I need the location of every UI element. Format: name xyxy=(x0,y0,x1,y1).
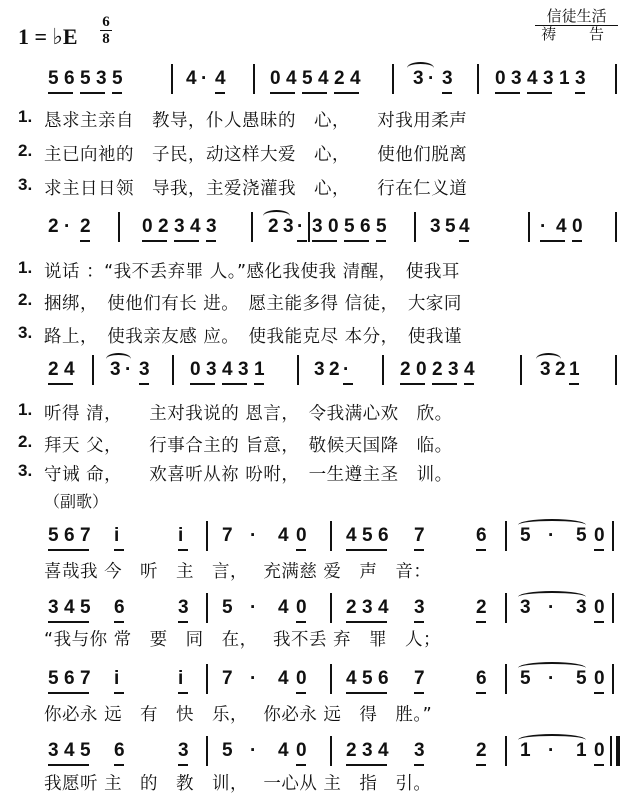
dot-mark: · xyxy=(428,68,435,89)
beam-underline xyxy=(80,240,90,242)
beam-underline xyxy=(178,692,188,694)
note: 3 xyxy=(206,216,217,237)
note: 3 xyxy=(540,359,551,380)
bar-line xyxy=(308,212,310,242)
bar-line xyxy=(297,355,299,385)
source-author: 信徒生活 xyxy=(535,8,618,26)
beam-underline xyxy=(112,92,122,94)
note: 6 xyxy=(476,525,487,546)
bar-line xyxy=(612,593,614,623)
bar-line xyxy=(206,521,208,551)
note: 4 xyxy=(346,668,357,689)
note: 3 xyxy=(520,597,531,618)
verse-number: 3. xyxy=(18,461,33,480)
note: 2 xyxy=(268,216,279,237)
note: 5 xyxy=(222,740,233,761)
note: 2 xyxy=(432,359,443,380)
beam-underline xyxy=(334,92,359,94)
beam-underline xyxy=(575,92,585,94)
note: 3 xyxy=(174,216,185,237)
beam-underline xyxy=(432,383,457,385)
note: 3 xyxy=(283,216,294,237)
beam-underline xyxy=(346,692,387,694)
note: 2 xyxy=(158,216,169,237)
beam-underline xyxy=(594,692,604,694)
chorus-lyric-line: 喜哉我 今 听 主 言， 充满慈 爱 声 音： xyxy=(44,562,432,582)
bar-line xyxy=(505,593,507,623)
tie-arc xyxy=(263,210,290,222)
note: 3 xyxy=(576,597,587,618)
note: 4 xyxy=(64,740,75,761)
bar-line xyxy=(172,355,174,385)
beam-underline xyxy=(476,692,486,694)
note: i xyxy=(114,525,120,546)
note: 7 xyxy=(80,668,91,689)
beam-underline xyxy=(114,764,124,766)
note: 0 xyxy=(328,216,339,237)
beam-underline xyxy=(442,92,452,94)
note: 2 xyxy=(555,359,566,380)
bar-line xyxy=(330,521,332,551)
note: 3 xyxy=(48,597,59,618)
bar-line xyxy=(505,736,507,766)
lyric-line: 捆绑， 使他们有长 进。 愿主能多得 信徒， 大家同 xyxy=(44,294,462,314)
note: 4 xyxy=(278,597,289,618)
beam-underline xyxy=(48,549,89,551)
bar-line xyxy=(505,664,507,694)
beam-underline xyxy=(569,383,579,385)
note: 5 xyxy=(520,668,531,689)
note: 5 xyxy=(80,740,91,761)
chorus-notation-line-3 xyxy=(0,664,630,694)
note: 5 xyxy=(48,668,59,689)
note: 4 xyxy=(556,216,567,237)
verse-number: 1. xyxy=(18,400,33,419)
note: 3 xyxy=(430,216,441,237)
note: i xyxy=(114,668,120,689)
beam-underline xyxy=(296,764,306,766)
beam-underline xyxy=(594,549,604,551)
note: 5 xyxy=(362,525,373,546)
note: 6 xyxy=(114,740,125,761)
note: 5 xyxy=(520,525,531,546)
beam-underline xyxy=(464,383,474,385)
time-denominator: 8 xyxy=(102,31,110,47)
note: 6 xyxy=(476,668,487,689)
lyric-line: 求主日日领 导我，主爱浇灌我 心， 行在仁义道 xyxy=(44,179,468,199)
note: 0 xyxy=(296,668,307,689)
note: 6 xyxy=(114,597,125,618)
note: 4 xyxy=(350,68,361,89)
time-numerator: 6 xyxy=(102,14,110,30)
note: 2 xyxy=(346,740,357,761)
verse-number: 2. xyxy=(18,290,33,309)
note: 3 xyxy=(110,359,121,380)
beam-underline xyxy=(114,692,124,694)
note: 4 xyxy=(378,597,389,618)
note: 4 xyxy=(286,68,297,89)
note: 2 xyxy=(346,597,357,618)
note: 6 xyxy=(378,525,389,546)
dot-mark: · xyxy=(548,668,555,689)
beam-underline xyxy=(206,240,216,242)
note: 3 xyxy=(362,740,373,761)
note: 3 xyxy=(575,68,586,89)
beam-underline xyxy=(48,764,89,766)
bar-line xyxy=(206,593,208,623)
dot-mark: · xyxy=(540,216,547,237)
note: 4 xyxy=(190,216,201,237)
beam-underline xyxy=(540,240,565,242)
note: 5 xyxy=(48,525,59,546)
note: 5 xyxy=(445,216,456,237)
note: i xyxy=(178,525,184,546)
note: 3 xyxy=(314,359,325,380)
lyric-line: 恳求主亲自 教导，仆人愚昧的 心， 对我用柔声 xyxy=(44,111,468,131)
chorus-notation-line-2 xyxy=(0,593,630,623)
note: 5 xyxy=(576,525,587,546)
beam-underline xyxy=(178,549,188,551)
note: 0 xyxy=(495,68,506,89)
note: 5 xyxy=(576,668,587,689)
note: 3 xyxy=(362,597,373,618)
note: 5 xyxy=(222,597,233,618)
beam-underline xyxy=(414,621,424,623)
bar-line xyxy=(171,64,173,94)
note: 3 xyxy=(543,68,554,89)
beam-underline xyxy=(270,92,295,94)
beam-underline xyxy=(476,764,486,766)
verse-number: 1. xyxy=(18,107,33,126)
note: 5 xyxy=(362,668,373,689)
beam-underline xyxy=(80,92,105,94)
lyric-line: 主已向祂的 子民，动这样大爱 心， 使他们脱离 xyxy=(44,145,468,165)
beam-underline xyxy=(414,764,424,766)
note: 4 xyxy=(278,740,289,761)
note: 3 xyxy=(178,597,189,618)
bar-line xyxy=(505,521,507,551)
note: 4 xyxy=(459,216,470,237)
note: 7 xyxy=(222,668,233,689)
bar-line xyxy=(615,212,617,242)
note: 3 xyxy=(312,216,323,237)
verse-number: 3. xyxy=(18,175,33,194)
bar-line xyxy=(118,212,120,242)
note: 0 xyxy=(296,525,307,546)
note: i xyxy=(178,668,184,689)
notation-line-2 xyxy=(0,212,630,242)
dot-mark: · xyxy=(343,359,350,380)
note: 1 xyxy=(576,740,587,761)
beam-underline xyxy=(222,383,247,385)
notation-line-3 xyxy=(0,355,630,385)
note: 4 xyxy=(527,68,538,89)
bar-line xyxy=(251,212,253,242)
beam-underline xyxy=(594,621,604,623)
notation-line-1 xyxy=(0,64,630,94)
beam-underline xyxy=(254,383,264,385)
note: 5 xyxy=(344,216,355,237)
dot-mark: · xyxy=(125,359,132,380)
note: 2 xyxy=(48,216,59,237)
bar-line xyxy=(612,664,614,694)
note: 3 xyxy=(414,597,425,618)
beam-underline xyxy=(114,621,124,623)
lyric-line: 路上， 使我亲友感 应。 使我能克尽 本分， 使我谨 xyxy=(44,327,462,347)
verse-number: 2. xyxy=(18,141,33,160)
note: 3 xyxy=(413,68,424,89)
note: 6 xyxy=(360,216,371,237)
beam-underline xyxy=(343,383,353,385)
beam-underline xyxy=(594,764,604,766)
note: 3 xyxy=(178,740,189,761)
beam-underline xyxy=(400,383,425,385)
beam-underline xyxy=(139,383,149,385)
note: 3 xyxy=(414,740,425,761)
beam-underline xyxy=(302,92,327,94)
beam-underline xyxy=(48,621,89,623)
note: 0 xyxy=(594,668,605,689)
dot-mark: · xyxy=(201,68,208,89)
beam-underline xyxy=(346,764,387,766)
tie-arc xyxy=(407,62,434,74)
beam-underline xyxy=(48,692,89,694)
beam-underline xyxy=(527,92,552,94)
key-signature: 1 = ♭E xyxy=(18,24,78,49)
beam-underline xyxy=(296,692,306,694)
bar-line xyxy=(615,64,617,94)
note: 4 xyxy=(278,525,289,546)
note: 6 xyxy=(64,68,75,89)
note: 0 xyxy=(594,597,605,618)
bar-line xyxy=(414,212,416,242)
bar-line xyxy=(392,64,394,94)
beam-underline xyxy=(414,692,424,694)
dot-mark: · xyxy=(548,525,555,546)
verse-number: 2. xyxy=(18,432,33,451)
verse-number: 1. xyxy=(18,258,33,277)
note: 0 xyxy=(142,216,153,237)
beam-underline xyxy=(142,240,167,242)
lyric-line: 拜天 父， 行事合主的 旨意， 敬候天国降 临。 xyxy=(44,436,453,456)
note: 5 xyxy=(80,68,91,89)
note: 7 xyxy=(80,525,91,546)
note: 2 xyxy=(80,216,91,237)
bar-line xyxy=(615,355,617,385)
tie-arc xyxy=(518,591,586,603)
note: 3 xyxy=(206,359,217,380)
bar-line xyxy=(528,212,530,242)
beam-underline xyxy=(48,92,73,94)
lyric-line: 守诫 命， 欢喜听从祢 吩咐， 一生遵主圣 训。 xyxy=(44,465,453,485)
bar-line xyxy=(477,64,479,94)
tie-arc xyxy=(518,734,586,746)
note: 3 xyxy=(96,68,107,89)
chorus-label: （副歌） xyxy=(44,492,109,511)
bar-line xyxy=(206,736,208,766)
note: 3 xyxy=(448,359,459,380)
note: 7 xyxy=(414,668,425,689)
chorus-lyric-line: 你必永 远 有 快 乐， 你必永 远 得 胜。” xyxy=(44,705,433,725)
beam-underline xyxy=(296,549,306,551)
bar-line xyxy=(330,736,332,766)
note: 5 xyxy=(80,597,91,618)
bar-line xyxy=(92,355,94,385)
beam-underline xyxy=(297,240,307,242)
lyric-line: 说话 ：“我不丢弃罪 人。”感化我使我 清醒， 使我耳 xyxy=(44,262,460,282)
bar-line xyxy=(330,593,332,623)
note: 4 xyxy=(346,525,357,546)
note: 2 xyxy=(400,359,411,380)
beam-underline xyxy=(476,549,486,551)
note: 4 xyxy=(186,68,197,89)
note: 4 xyxy=(278,668,289,689)
note: 3 xyxy=(511,68,522,89)
tie-arc xyxy=(518,662,586,674)
dot-mark: · xyxy=(297,216,304,237)
tie-arc xyxy=(106,353,131,365)
note: 7 xyxy=(414,525,425,546)
beam-underline xyxy=(174,240,199,242)
beam-underline xyxy=(178,764,188,766)
tie-arc xyxy=(518,519,586,531)
bar-line xyxy=(330,664,332,694)
note: 0 xyxy=(572,216,583,237)
beam-underline xyxy=(48,383,73,385)
note: 4 xyxy=(64,359,75,380)
tie-arc xyxy=(536,353,561,365)
note: 5 xyxy=(112,68,123,89)
beam-underline xyxy=(459,240,469,242)
lyric-line: 听得 清， 主对我说的 恩言， 令我满心欢 欣。 xyxy=(44,404,453,424)
note: 4 xyxy=(318,68,329,89)
beam-underline xyxy=(346,549,387,551)
beam-underline xyxy=(572,240,582,242)
note: 2 xyxy=(48,359,59,380)
beam-underline xyxy=(215,92,225,94)
note: 4 xyxy=(64,597,75,618)
dot-mark: · xyxy=(250,740,257,761)
time-signature xyxy=(98,14,114,47)
note: 3 xyxy=(48,740,59,761)
dot-mark: · xyxy=(548,740,555,761)
note: 2 xyxy=(329,359,340,380)
bar-line xyxy=(206,664,208,694)
beam-underline xyxy=(190,383,215,385)
dot-mark: · xyxy=(250,597,257,618)
dot-mark: · xyxy=(250,525,257,546)
beam-underline xyxy=(296,621,306,623)
note: 4 xyxy=(222,359,233,380)
final-bar-line xyxy=(610,736,620,766)
beam-underline xyxy=(495,92,520,94)
beam-underline xyxy=(346,621,387,623)
verse-number: 3. xyxy=(18,323,33,342)
note: 0 xyxy=(296,740,307,761)
note: 0 xyxy=(594,525,605,546)
dot-mark: · xyxy=(548,597,555,618)
note: 7 xyxy=(222,525,233,546)
note: 6 xyxy=(378,668,389,689)
dot-mark: · xyxy=(250,668,257,689)
beam-underline xyxy=(312,240,337,242)
bar-line xyxy=(520,355,522,385)
note: 1 xyxy=(569,359,580,380)
note: 5 xyxy=(376,216,387,237)
note: 2 xyxy=(476,740,487,761)
note: 2 xyxy=(476,597,487,618)
song-type: 祷 告 xyxy=(541,25,618,43)
note: 0 xyxy=(270,68,281,89)
dot-mark: · xyxy=(64,216,71,237)
note: 1 xyxy=(559,68,570,89)
note: 0 xyxy=(594,740,605,761)
note: 3 xyxy=(139,359,150,380)
bar-line xyxy=(253,64,255,94)
note: 0 xyxy=(190,359,201,380)
note: 6 xyxy=(64,525,75,546)
chorus-lyric-line: “我与你 常 要 同 在， 我不丢 弃 罪 人； xyxy=(44,630,442,650)
bar-line xyxy=(612,521,614,551)
note: 1 xyxy=(520,740,531,761)
note: 4 xyxy=(215,68,226,89)
note: 6 xyxy=(64,668,75,689)
note: 4 xyxy=(378,740,389,761)
beam-underline xyxy=(344,240,369,242)
note: 1 xyxy=(254,359,265,380)
bar-line xyxy=(382,355,384,385)
note: 0 xyxy=(296,597,307,618)
beam-underline xyxy=(376,240,386,242)
chorus-notation-line-1 xyxy=(0,521,630,551)
credit-block xyxy=(535,8,618,43)
beam-underline xyxy=(114,549,124,551)
chorus-notation-line-4 xyxy=(0,736,630,766)
beam-underline xyxy=(414,549,424,551)
note: 5 xyxy=(302,68,313,89)
note: 3 xyxy=(238,359,249,380)
note: 3 xyxy=(442,68,453,89)
note: 0 xyxy=(416,359,427,380)
beam-underline xyxy=(178,621,188,623)
beam-underline xyxy=(476,621,486,623)
note: 4 xyxy=(464,359,475,380)
note: 5 xyxy=(48,68,59,89)
note: 2 xyxy=(334,68,345,89)
chorus-lyric-line: 我愿听 主 的 教 训， 一心从 主 指 引。 xyxy=(44,774,432,794)
